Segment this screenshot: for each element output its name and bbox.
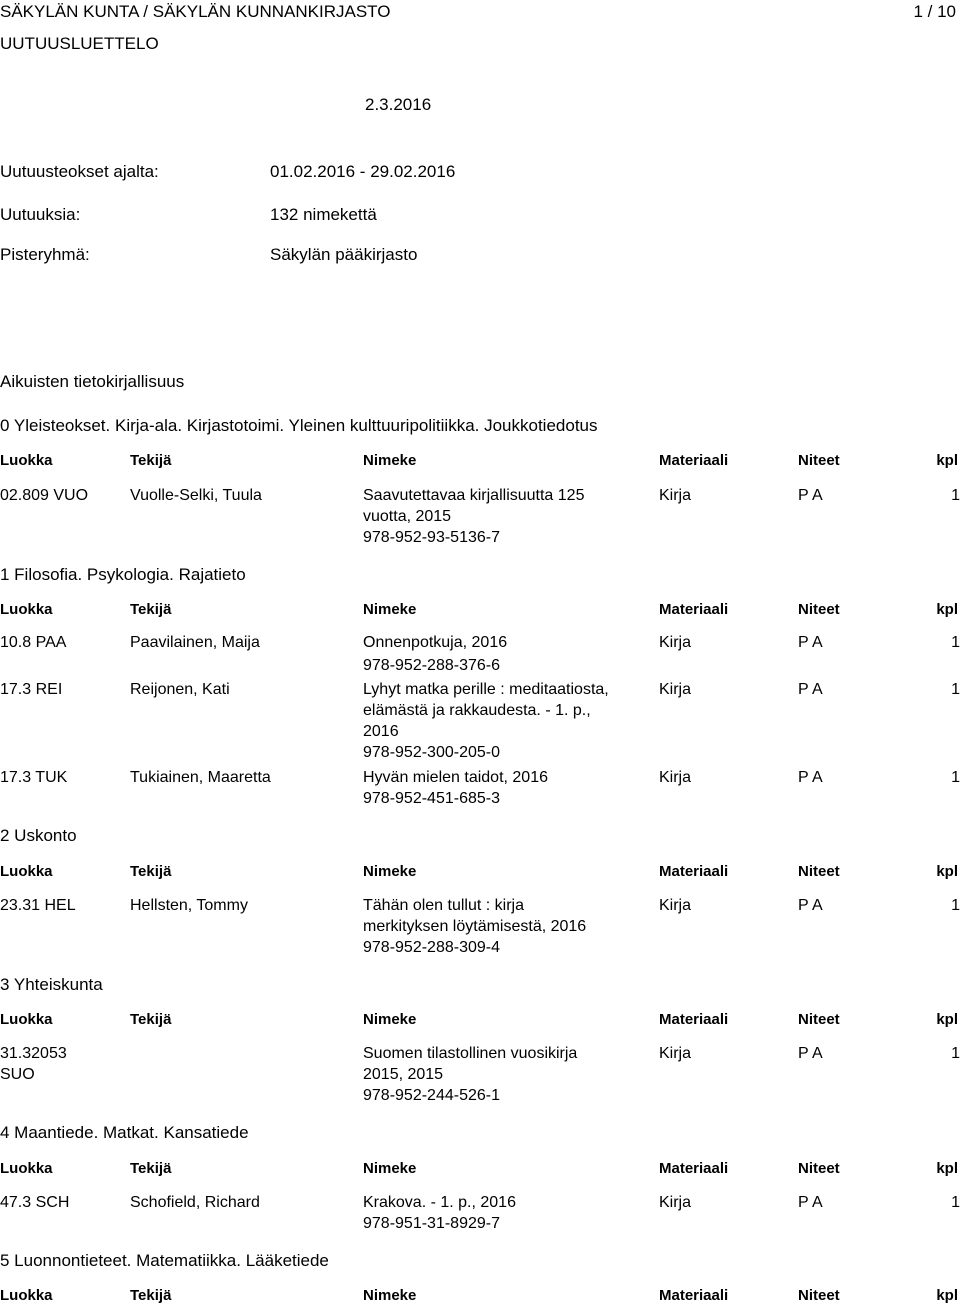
cell-tekija: Reijonen, Kati [130,681,230,698]
section-title: 3 Yhteiskunta [0,975,103,994]
cell-materiaali: Kirja [659,1045,692,1062]
col-tekija: Tekijä [130,452,172,469]
table-header [0,1160,960,1180]
cell-materiaali: Kirja [659,769,692,786]
cell-niteet: P A [798,897,823,914]
period-label: Uutuusteokset ajalta: [0,162,159,181]
cell-luokka: 17.3 REI [0,681,63,698]
cell-isbn: 978-952-244-526-1 [363,1087,500,1104]
col-nimeke: Nimeke [363,863,417,880]
cell-luokka: 17.3 TUK [0,769,68,786]
cell-kpl: 1 [951,487,960,504]
cell-nimeke-cont: elämästä ja rakkaudesta. - 1. p., [363,702,591,719]
col-niteet: Niteet [798,1160,840,1177]
cell-luokka: 02.809 VUO [0,487,89,504]
cell-niteet: P A [798,1194,823,1211]
col-materiaali: Materiaali [659,1160,729,1177]
col-niteet: Niteet [798,452,840,469]
cell-niteet: P A [798,769,823,786]
cell-nimeke: Lyhyt matka perille : meditaatiosta, [363,681,609,698]
cell-nimeke: Onnenpotkuja, 2016 [363,634,508,651]
section-title: 0 Yleisteokset. Kirja-ala. Kirjastotoimi. Yleinen kulttuuripolitiikka. Joukkotiedotus [0,416,598,435]
col-kpl: kpl [936,452,958,469]
col-tekija: Tekijä [130,1287,172,1304]
cell-kpl: 1 [951,769,960,786]
cell-materiaali: Kirja [659,1194,692,1211]
cell-kpl: 1 [951,897,960,914]
library-name: SÄKYLÄN KUNTA / SÄKYLÄN KUNNANKIRJASTO [0,2,391,21]
col-niteet: Niteet [798,1287,840,1304]
col-kpl: kpl [936,863,958,880]
col-materiaali: Materiaali [659,1011,729,1028]
cell-kpl: 1 [951,681,960,698]
col-kpl: kpl [936,1011,958,1028]
col-luokka: Luokka [0,452,53,469]
cell-kpl: 1 [951,634,960,651]
cell-nimeke: Saavutettavaa kirjallisuutta 125 [363,487,585,504]
cell-kpl: 1 [951,1194,960,1211]
cell-nimeke: Tähän olen tullut : kirja [363,897,524,914]
cell-nimeke-cont: merkityksen löytämisestä, 2016 [363,918,587,935]
list-date: 2.3.2016 [365,95,432,114]
col-luokka: Luokka [0,1011,53,1028]
col-kpl: kpl [936,601,958,618]
cell-nimeke-cont: vuotta, 2015 [363,508,452,525]
table-header [0,863,960,883]
col-nimeke: Nimeke [363,1287,417,1304]
col-niteet: Niteet [798,863,840,880]
section-title: 2 Uskonto [0,826,77,845]
col-materiaali: Materiaali [659,452,729,469]
cell-luokka-cont: SUO [0,1066,35,1083]
cell-tekija: Paavilainen, Maija [130,634,260,651]
cell-tekija: Schofield, Richard [130,1194,260,1211]
table-header [0,601,960,621]
table-header [0,1287,960,1307]
col-kpl: kpl [936,1287,958,1304]
col-kpl: kpl [936,1160,958,1177]
section-title: 1 Filosofia. Psykologia. Rajatieto [0,565,246,584]
col-niteet: Niteet [798,601,840,618]
col-luokka: Luokka [0,863,53,880]
category-heading: Aikuisten tietokirjallisuus [0,372,185,391]
table-header [0,1011,960,1031]
cell-nimeke: Hyvän mielen taidot, 2016 [363,769,548,786]
section-title: 5 Luonnontieteet. Matematiikka. Lääketiede [0,1251,329,1270]
cell-luokka: 47.3 SCH [0,1194,70,1211]
count-value: 132 nimekettä [270,205,377,224]
cell-tekija: Vuolle-Selki, Tuula [130,487,262,504]
cell-nimeke-cont: 2016 [363,723,399,740]
col-nimeke: Nimeke [363,601,417,618]
page-number: 1 / 10 [913,2,956,21]
list-title: UUTUUSLUETTELO [0,34,159,53]
cell-niteet: P A [798,681,823,698]
col-tekija: Tekijä [130,1160,172,1177]
cell-tekija: Hellsten, Tommy [130,897,248,914]
cell-luokka: 31.32053 [0,1045,67,1062]
cell-nimeke: Krakova. - 1. p., 2016 [363,1194,516,1211]
col-tekija: Tekijä [130,863,172,880]
col-luokka: Luokka [0,1160,53,1177]
col-nimeke: Nimeke [363,1160,417,1177]
cell-materiaali: Kirja [659,897,692,914]
cell-nimeke: Suomen tilastollinen vuosikirja [363,1045,578,1062]
cell-isbn: 978-952-300-205-0 [363,744,500,761]
cell-isbn: 978-951-31-8929-7 [363,1215,500,1232]
cell-isbn: 978-952-93-5136-7 [363,529,500,546]
cell-isbn: 978-952-288-376-6 [363,657,500,674]
col-luokka: Luokka [0,1287,53,1304]
section-title: 4 Maantiede. Matkat. Kansatiede [0,1123,249,1142]
cell-niteet: P A [798,487,823,504]
col-materiaali: Materiaali [659,1287,729,1304]
col-niteet: Niteet [798,1011,840,1028]
col-tekija: Tekijä [130,601,172,618]
cell-isbn: 978-952-288-309-4 [363,939,500,956]
cell-luokka: 23.31 HEL [0,897,76,914]
group-value: Säkylän pääkirjasto [270,245,418,264]
cell-niteet: P A [798,634,823,651]
cell-luokka: 10.8 PAA [0,634,67,651]
cell-kpl: 1 [951,1045,960,1062]
col-luokka: Luokka [0,601,53,618]
cell-isbn: 978-952-451-685-3 [363,790,500,807]
cell-materiaali: Kirja [659,487,692,504]
table-header [0,452,960,472]
col-tekija: Tekijä [130,1011,172,1028]
cell-materiaali: Kirja [659,681,692,698]
group-label: Pisteryhmä: [0,245,90,264]
period-value: 01.02.2016 - 29.02.2016 [270,162,456,181]
col-materiaali: Materiaali [659,601,729,618]
cell-tekija: Tukiainen, Maaretta [130,769,271,786]
cell-materiaali: Kirja [659,634,692,651]
col-nimeke: Nimeke [363,1011,417,1028]
cell-nimeke-cont: 2015, 2015 [363,1066,444,1083]
col-materiaali: Materiaali [659,863,729,880]
count-label: Uutuuksia: [0,205,81,224]
cell-niteet: P A [798,1045,823,1062]
col-nimeke: Nimeke [363,452,417,469]
